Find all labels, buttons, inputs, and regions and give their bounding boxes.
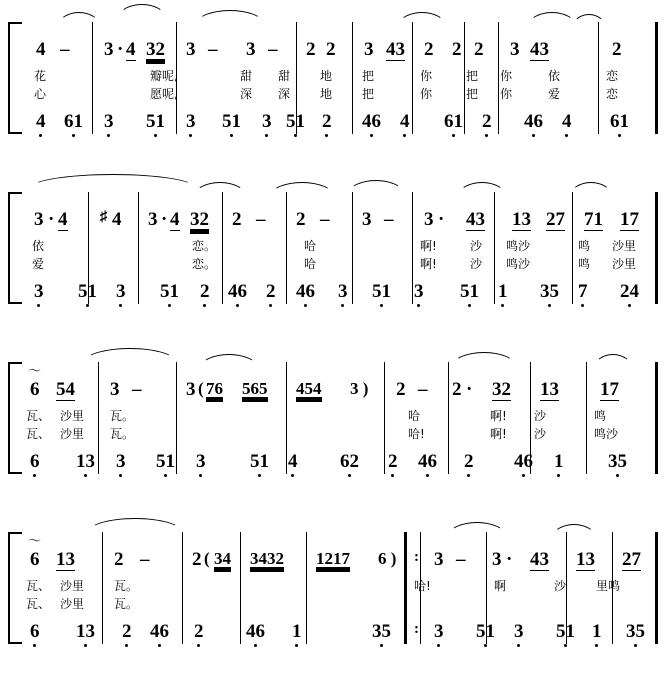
note: 4 (36, 111, 46, 132)
note: 2 (464, 451, 474, 472)
note: 13 (56, 549, 75, 570)
note: 1 (592, 621, 602, 642)
note: 3 (510, 39, 520, 60)
slur-arc (398, 12, 446, 26)
note: 2 (396, 379, 406, 400)
note: 4 (36, 39, 46, 60)
note: 27 (546, 209, 565, 230)
note: 2 (266, 281, 276, 302)
note: 13 (76, 451, 95, 472)
note: 2 (200, 281, 210, 302)
note: 3 ) (350, 379, 369, 398)
repeat-sign: : (414, 549, 419, 565)
note: 46 (362, 111, 381, 132)
note: 46 (228, 281, 247, 302)
slur-arc (528, 12, 576, 26)
note: 32 (146, 39, 165, 60)
slur-arc (200, 354, 258, 368)
lyric: 沙里 (60, 409, 85, 423)
note: 35 (540, 281, 559, 302)
note: 61 (444, 111, 463, 132)
lyric: 你 (500, 69, 513, 83)
lyric: 你 (500, 87, 513, 101)
note: 3 (364, 39, 374, 60)
note: 13 (76, 621, 95, 642)
note: 4 (126, 39, 136, 60)
system-brace (8, 192, 22, 304)
repeat-barline (404, 532, 407, 644)
barline (612, 532, 613, 644)
barline (384, 362, 385, 474)
note: 6 (30, 549, 40, 570)
note: 4 (562, 111, 572, 132)
note: 3 (34, 209, 44, 230)
note: 54 (56, 379, 75, 400)
note: 3 (104, 111, 114, 132)
lyric: 依 (548, 69, 561, 83)
note: · (117, 39, 124, 60)
note: 46 (418, 451, 437, 472)
lyric: 瓦。 (110, 409, 135, 423)
vibrato-icon: 〜 (28, 364, 42, 379)
lyric: 沙 (554, 579, 567, 593)
note: 2 (326, 39, 336, 60)
note: – (132, 379, 142, 400)
barline (352, 22, 353, 134)
barline (494, 192, 495, 304)
lyric: 爱 (548, 87, 561, 101)
barline (352, 192, 353, 304)
note: 17 (600, 379, 619, 400)
note: 3 (116, 281, 126, 302)
barline (486, 532, 487, 644)
lyric: 沙 (534, 427, 547, 441)
note: 13 (512, 209, 531, 230)
slur-arc (452, 352, 516, 366)
note: 3 (362, 209, 372, 230)
lyric: 沙 (470, 257, 483, 271)
lyric: 瓦、 (26, 427, 51, 441)
note: 46 (524, 111, 543, 132)
lyric: 瓦、 (26, 597, 51, 611)
note: · (466, 379, 473, 400)
note: – (60, 39, 70, 60)
lyric: 沙里 (60, 597, 85, 611)
slur-arc (194, 182, 246, 196)
note: 3 (424, 209, 434, 230)
lyric: 沙 (534, 409, 547, 423)
lyric: 瓣呢, (150, 69, 178, 83)
note: 7 (578, 281, 588, 302)
note: 3 (186, 111, 196, 132)
lyric: 恋 (606, 87, 619, 101)
note: · (161, 209, 168, 230)
barline (412, 22, 413, 134)
note: 3 (246, 39, 256, 60)
lyric: 甜 (278, 69, 291, 83)
lyric: 鸣 (594, 409, 607, 423)
note: 2 (482, 111, 492, 132)
barline (566, 532, 567, 644)
barline (176, 22, 177, 134)
lyric: 把 (466, 87, 479, 101)
note: 3 (116, 451, 126, 472)
note: 32 (190, 209, 209, 230)
lyric: 哈 (304, 239, 317, 253)
system-brace (8, 22, 22, 134)
slur-arc (570, 182, 612, 196)
lyric: 啊! (490, 427, 507, 441)
barline (586, 362, 587, 474)
note: · (438, 209, 445, 230)
lyric: 恋。 (192, 239, 217, 253)
note: 3 (186, 39, 196, 60)
note: 51 (156, 451, 175, 472)
note: 6 ) (378, 549, 397, 568)
note: 1217 (316, 549, 350, 568)
note: 4 (112, 209, 122, 230)
lyric: 愿呢, (150, 87, 178, 101)
lyric: 心 (34, 87, 47, 101)
note: 61 (610, 111, 629, 132)
barline (448, 362, 449, 474)
lyric: 深 (278, 87, 291, 101)
note: 6 (30, 379, 40, 400)
note: 43 (386, 39, 405, 60)
note: 3 (492, 549, 502, 570)
note: 46 (514, 451, 533, 472)
note: 17 (620, 209, 639, 230)
barline (412, 192, 413, 304)
note: 1 (554, 451, 564, 472)
note: 454 (296, 379, 322, 398)
lyric: 恋。 (192, 257, 217, 271)
lyric: 瓦。 (110, 427, 135, 441)
note: · (506, 549, 513, 570)
lyric: 地 (320, 87, 333, 101)
note: 2 (232, 209, 242, 230)
barline (420, 532, 421, 644)
note: 51 (146, 111, 165, 132)
note: 51 (556, 621, 575, 642)
note: 51 (222, 111, 241, 132)
slur-arc (84, 348, 176, 362)
lyric: 爱 (32, 257, 45, 271)
note: – (384, 209, 394, 230)
note: 2 (612, 39, 622, 60)
lyric: 把 (362, 87, 375, 101)
note: 4 (400, 111, 410, 132)
note: 2 (306, 39, 316, 60)
note: 6 (30, 621, 40, 642)
lyric: 花 (34, 69, 47, 83)
music-system-3 (0, 340, 666, 510)
note: 46 (246, 621, 265, 642)
system-end-barline (655, 22, 658, 134)
note: 2 (388, 451, 398, 472)
note: 4 (58, 209, 68, 230)
note: 565 (242, 379, 268, 398)
lyric: 啊! (420, 257, 437, 271)
lyric: 深 (240, 87, 253, 101)
barline (138, 192, 139, 304)
system-end-barline (655, 362, 658, 474)
barline (464, 22, 465, 134)
note: 2 (296, 209, 306, 230)
barline (286, 362, 287, 474)
note: – (456, 549, 466, 570)
barline (296, 22, 297, 134)
lyric: 瓦。 (114, 597, 139, 611)
lyric: 沙里 (60, 427, 85, 441)
barline (240, 532, 241, 644)
system-brace (8, 362, 22, 474)
slur-arc (30, 174, 196, 188)
lyric: 里鸣 (596, 579, 621, 593)
note: 1 (498, 281, 508, 302)
system-end-barline (655, 192, 658, 304)
lyric: 鸣沙 (594, 427, 619, 441)
note: ( (198, 379, 204, 398)
barline (286, 192, 287, 304)
note: – (208, 39, 218, 60)
lyric: 鸣沙 (506, 257, 531, 271)
lyric: 哈! (414, 579, 431, 593)
lyric: 鸣 (578, 257, 591, 271)
lyric: 瓦、 (26, 409, 51, 423)
note: 13 (540, 379, 559, 400)
note: 62 (340, 451, 359, 472)
note: 2 (322, 111, 332, 132)
note: 24 (620, 281, 639, 302)
barline (98, 362, 99, 474)
note: 2 (452, 379, 462, 400)
slur-arc (458, 182, 506, 196)
note: 2 (114, 549, 124, 570)
note: 51 (286, 111, 305, 132)
lyric: 鸣 (578, 239, 591, 253)
music-system-1 (0, 0, 666, 170)
lyric: 沙 (470, 239, 483, 253)
note: 3 (104, 39, 114, 60)
lyric: 依 (32, 239, 45, 253)
note: 32 (492, 379, 511, 400)
lyric: 沙里 (612, 239, 637, 253)
barline (598, 22, 599, 134)
note: 3 (434, 621, 444, 642)
note: 3 (34, 281, 44, 302)
lyric: 沙里 (60, 579, 85, 593)
lyric: 瓦。 (114, 579, 139, 593)
note: 46 (296, 281, 315, 302)
slur-arc (348, 180, 404, 194)
lyric: 哈! (408, 427, 425, 441)
barline (176, 362, 177, 474)
note: 2 (122, 621, 132, 642)
note: 2 (424, 39, 434, 60)
slur-arc (88, 518, 182, 532)
note: 2 (194, 621, 204, 642)
music-system-4 (0, 510, 666, 680)
vibrato-icon: 〜 (28, 534, 42, 549)
note: 4 (170, 209, 180, 230)
note: 51 (460, 281, 479, 302)
note: 43 (530, 39, 549, 60)
note: 3432 (250, 549, 284, 568)
note: 3 (514, 621, 524, 642)
barline (222, 192, 223, 304)
lyric: 地 (320, 69, 333, 83)
accidental-sharp-icon: ♯ (100, 209, 108, 225)
barline (102, 532, 103, 644)
note: 51 (160, 281, 179, 302)
note: 51 (372, 281, 391, 302)
note: ( (204, 549, 210, 568)
note: 4 (288, 451, 298, 472)
note: 2 (192, 549, 202, 570)
note: 3 (186, 379, 196, 400)
slur-arc (270, 182, 334, 196)
note: 6 (30, 451, 40, 472)
lyric: 甜 (240, 69, 253, 83)
barline (92, 22, 93, 134)
lyric: 啊! (420, 239, 437, 253)
note: 2 (474, 39, 484, 60)
lyric: 把 (466, 69, 479, 83)
slur-arc (118, 4, 166, 18)
note: 51 (250, 451, 269, 472)
lyric: 你 (420, 69, 433, 83)
lyric: 鸣沙 (506, 239, 531, 253)
barline (530, 362, 531, 474)
lyric: 啊 (494, 579, 507, 593)
slur-arc (552, 524, 596, 538)
note: 51 (476, 621, 495, 642)
slur-arc (572, 14, 606, 28)
slur-arc (196, 10, 264, 24)
note: 3 (110, 379, 120, 400)
lyric: 你 (420, 87, 433, 101)
note: 34 (214, 549, 231, 568)
note: – (140, 549, 150, 570)
note: 2 (452, 39, 462, 60)
barline (88, 192, 89, 304)
barline (182, 532, 183, 644)
lyric: 哈 (304, 257, 317, 271)
note: 35 (372, 621, 391, 642)
barline (572, 192, 573, 304)
lyric: 哈 (408, 409, 421, 423)
lyric: 沙里 (612, 257, 637, 271)
note: 43 (530, 549, 549, 570)
lyric: 啊! (490, 409, 507, 423)
note: – (320, 209, 330, 230)
note: 3 (414, 281, 424, 302)
lyric: 瓦、 (26, 579, 51, 593)
slur-arc (58, 12, 100, 26)
system-end-barline (655, 532, 658, 644)
barline (498, 22, 499, 134)
note: – (268, 39, 278, 60)
note: – (418, 379, 428, 400)
note: 71 (584, 209, 603, 230)
note: 1 (292, 621, 302, 642)
slur-arc (448, 522, 506, 536)
note: 3 (338, 281, 348, 302)
note: 43 (466, 209, 485, 230)
note: 3 (148, 209, 158, 230)
note: 76 (206, 379, 223, 398)
lyric: 恋 (606, 69, 619, 83)
note: 3 (434, 549, 444, 570)
note: 46 (150, 621, 169, 642)
note: 35 (626, 621, 645, 642)
barline (306, 532, 307, 644)
music-system-2 (0, 170, 666, 340)
note: 3 (262, 111, 272, 132)
system-brace (8, 532, 22, 644)
repeat-sign: : (414, 621, 419, 637)
lyric: 把 (362, 69, 375, 83)
note: 61 (64, 111, 83, 132)
note: 35 (608, 451, 627, 472)
slur-arc (594, 354, 632, 368)
note: · (48, 209, 55, 230)
note: 13 (576, 549, 595, 570)
note: 3 (196, 451, 206, 472)
note: – (256, 209, 266, 230)
note: 51 (78, 281, 97, 302)
note: 27 (622, 549, 641, 570)
